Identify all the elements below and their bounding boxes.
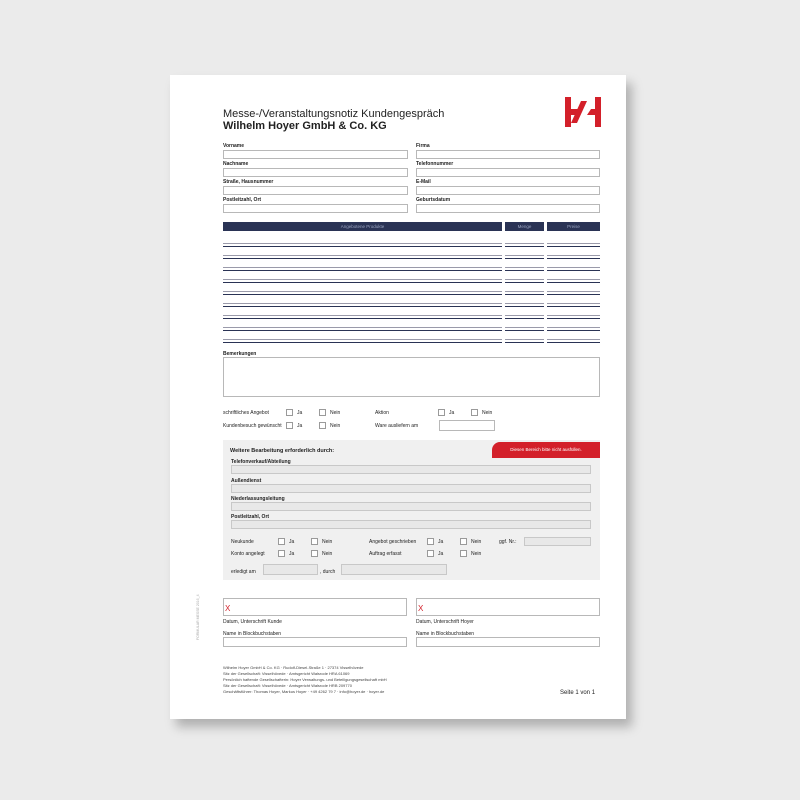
nein-label: Nein (322, 551, 333, 557)
firma-field[interactable] (416, 150, 600, 159)
table-row-line (505, 246, 544, 247)
niederlassung-field[interactable] (231, 502, 591, 511)
table-row-line (223, 291, 502, 292)
table-row-line (223, 315, 502, 316)
table-row-line (505, 303, 544, 304)
aktion-label: Aktion (375, 410, 389, 416)
kundenbesuch-nein-checkbox[interactable] (319, 422, 326, 429)
geburtsdatum-label: Geburtsdatum (416, 197, 451, 203)
niederlassung-label: Niederlassungsleitung (231, 496, 285, 502)
table-row-line (505, 270, 544, 271)
table-row-line (505, 267, 544, 268)
table-row-line (547, 327, 600, 328)
ja-label: Ja (297, 423, 303, 429)
table-row-line (223, 270, 502, 271)
nachname-label: Nachname (223, 161, 249, 167)
footer-line: Geschäftsführer: Thomas Hoyer, Markus Hoyer · +49 4262 79 7 · info@hoyer.de · hoyer.de (223, 689, 385, 694)
products-header: Angebotene Produkte (223, 222, 502, 231)
bemerkungen-label: Bemerkungen (223, 351, 257, 357)
hoyer-logo-icon (565, 97, 601, 127)
kundenbesuch-label: Kundenbesuch gewünscht (223, 423, 282, 429)
neukunde-label: Neukunde (231, 539, 254, 545)
ja-label: Ja (297, 410, 303, 416)
email-field[interactable] (416, 186, 600, 195)
table-row-line (223, 327, 502, 328)
konto-label: Konto angelegt (231, 551, 265, 557)
nein-label: Nein (482, 410, 493, 416)
table-row-line (505, 294, 544, 295)
firma-label: Firma (416, 143, 430, 149)
ja-label: Ja (289, 539, 295, 545)
table-row-line (505, 318, 544, 319)
table-row-line (547, 339, 600, 340)
signature-hoyer-x: X (418, 604, 424, 613)
aktion-nein-checkbox[interactable] (471, 409, 478, 416)
auftrag-ja-checkbox[interactable] (427, 550, 434, 557)
footer-line: Sitz der Gesellschaft: Visselhövede · Amtsgericht Walsrode HRA 61069 (223, 671, 350, 676)
table-row-line (223, 282, 502, 283)
angebot-ja-checkbox[interactable] (427, 538, 434, 545)
konto-ja-checkbox[interactable] (278, 550, 285, 557)
table-row-line (505, 291, 544, 292)
ja-label: Ja (289, 551, 295, 557)
table-row-line (505, 255, 544, 256)
table-row-line (547, 330, 600, 331)
table-row-line (547, 294, 600, 295)
internal-plz-label: Postleitzahl, Ort (231, 514, 270, 520)
table-row-line (505, 258, 544, 259)
table-row-line (547, 315, 600, 316)
table-row-line (223, 279, 502, 280)
table-row-line (547, 258, 600, 259)
table-row-line (547, 270, 600, 271)
page-number: Seite 1 von 1 (560, 690, 596, 696)
table-row-line (547, 243, 600, 244)
kundenbesuch-ja-checkbox[interactable] (286, 422, 293, 429)
nein-label: Nein (322, 539, 333, 545)
table-row-line (505, 282, 544, 283)
aussendienst-field[interactable] (231, 484, 591, 493)
neukunde-nein-checkbox[interactable] (311, 538, 318, 545)
form-title: Messe-/Veranstaltungsnotiz Kundengespräch (223, 108, 445, 120)
strasse-field[interactable] (223, 186, 408, 195)
table-row-line (547, 282, 600, 283)
table-row-line (223, 246, 502, 247)
plz-field[interactable] (223, 204, 408, 213)
nein-label: Nein (471, 539, 482, 545)
table-row-line (547, 303, 600, 304)
durch-label: , durch (320, 569, 336, 575)
table-row-line (223, 339, 502, 340)
neukunde-ja-checkbox[interactable] (278, 538, 285, 545)
side-code: FORMULAR MESSE 2016_4 (196, 594, 200, 640)
preis-header: Preise (547, 222, 600, 231)
footer-line: Wilhelm Hoyer GmbH & Co. KG · Rudolf-Diesel-Straße 1 · 27374 Visselhövede (223, 665, 364, 670)
ggf-field[interactable] (524, 537, 591, 546)
table-row-line (223, 342, 502, 343)
table-row-line (223, 258, 502, 259)
table-row-line (223, 255, 502, 256)
table-row-line (223, 243, 502, 244)
block2-label: Name in Blockbuchstaben (416, 631, 475, 637)
email-label: E-Mail (416, 179, 431, 185)
table-row-line (223, 303, 502, 304)
plz-label: Postleitzahl, Ort (223, 197, 262, 203)
signature-kunde-x: X (225, 604, 231, 613)
table-row-line (547, 267, 600, 268)
nachname-field[interactable] (223, 168, 408, 177)
nein-label: Nein (330, 423, 341, 429)
internal-heading: Weitere Bearbeitung erforderlich durch: (230, 448, 335, 454)
table-row-line (505, 315, 544, 316)
menge-header: Menge (505, 222, 544, 231)
footer-line: Sitz der Gesellschaft: Visselhövede · Amtsgericht Walsrode HRB 209770 (223, 683, 352, 688)
table-row-line (223, 306, 502, 307)
konto-nein-checkbox[interactable] (311, 550, 318, 557)
table-row-line (547, 291, 600, 292)
internal-tab: Diesen Bereich bitte nicht ausfüllen. (492, 442, 600, 458)
schriftlich-label: schriftliches Angebot (223, 410, 269, 416)
block1-label: Name in Blockbuchstaben (223, 631, 282, 637)
signature-hoyer-field[interactable] (416, 598, 600, 616)
aussendienst-label: Außendienst (231, 478, 262, 484)
nein-label: Nein (471, 551, 482, 557)
table-row-line (223, 267, 502, 268)
ware-label: Ware ausliefern am (375, 423, 419, 429)
schriftlich-nein-checkbox[interactable] (319, 409, 326, 416)
bemerkungen-field[interactable] (223, 357, 600, 397)
geburtsdatum-field[interactable] (416, 204, 600, 213)
block1-field[interactable] (223, 637, 407, 647)
ja-label: Ja (449, 410, 455, 416)
signature-hoyer-label: Datum, Unterschrift Hoyer (416, 619, 474, 625)
table-row-line (505, 342, 544, 343)
ja-label: Ja (438, 539, 444, 545)
schriftlich-ja-checkbox[interactable] (286, 409, 293, 416)
auftrag-label: Auftrag erfasst (369, 551, 402, 557)
telefonverkauf-label: Telefonverkauf/Abteilung (231, 459, 291, 465)
strasse-label: Straße, Hausnummer (223, 179, 274, 185)
table-row-line (505, 243, 544, 244)
durch-field[interactable] (341, 564, 447, 575)
telefon-label: Telefonnummer (416, 161, 454, 167)
table-row-line (505, 279, 544, 280)
angebot-nein-checkbox[interactable] (460, 538, 467, 545)
internal-plz-field[interactable] (231, 520, 591, 529)
table-row-line (223, 330, 502, 331)
table-row-line (223, 318, 502, 319)
table-row-line (505, 339, 544, 340)
company-name: Wilhelm Hoyer GmbH & Co. KG (223, 120, 387, 132)
table-row-line (547, 246, 600, 247)
table-row-line (505, 306, 544, 307)
table-row-line (505, 330, 544, 331)
table-row-line (547, 318, 600, 319)
table-row-line (547, 255, 600, 256)
footer-address (223, 665, 387, 695)
signature-kunde-label: Datum, Unterschrift Kunde (223, 619, 282, 625)
erledigt-label: erledigt am (231, 569, 256, 575)
table-row-line (505, 327, 544, 328)
auftrag-nein-checkbox[interactable] (460, 550, 467, 557)
aktion-ja-checkbox[interactable] (438, 409, 445, 416)
ggf-label: ggf. Nr.: (499, 539, 517, 545)
table-row-line (547, 342, 600, 343)
telefon-field[interactable] (416, 168, 600, 177)
table-row-line (547, 279, 600, 280)
table-row-line (547, 306, 600, 307)
form-sheet (170, 75, 626, 719)
telefonverkauf-field[interactable] (231, 465, 591, 474)
angebot-label: Angebot geschrieben (369, 539, 417, 545)
ware-date-field[interactable] (439, 420, 495, 431)
vorname-field[interactable] (223, 150, 408, 159)
nein-label: Nein (330, 410, 341, 416)
signature-kunde-field[interactable] (223, 598, 407, 616)
footer-line: Persönlich haftende Gesellschafterin: Hoyer Verwaltungs- und Beteiligungsgesellschaft mbH (223, 677, 387, 682)
table-row-line (223, 294, 502, 295)
ja-label: Ja (438, 551, 444, 557)
vorname-label: Vorname (223, 143, 245, 149)
block2-field[interactable] (416, 637, 600, 647)
erledigt-field[interactable] (263, 564, 318, 575)
